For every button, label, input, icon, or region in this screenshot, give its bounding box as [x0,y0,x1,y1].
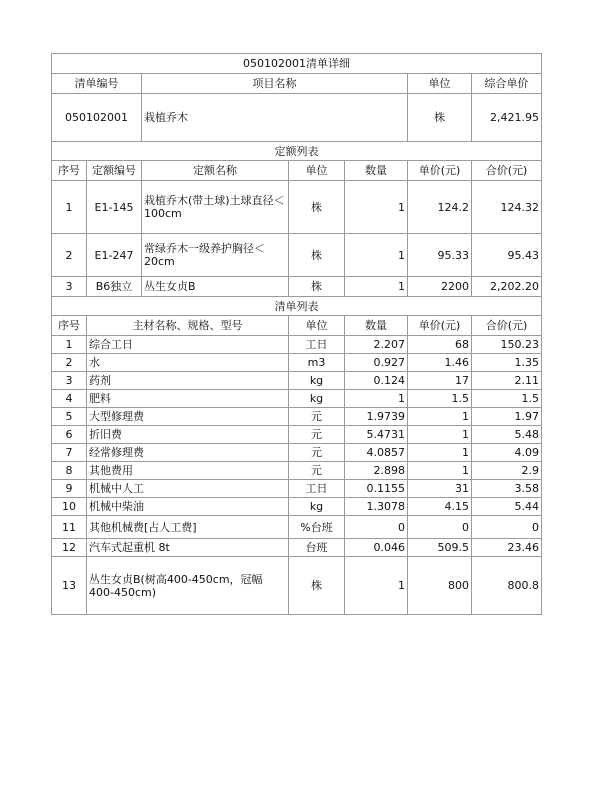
quota-price: 95.33 [408,234,472,277]
quota-header: 合价(元) [472,161,542,181]
quota-unit: 株 [289,234,345,277]
material-total: 23.46 [472,539,542,557]
material-price: 0 [408,516,472,539]
materials-header: 序号 [52,316,87,336]
header-name: 项目名称 [142,74,408,94]
material-no: 12 [52,539,87,557]
material-qty: 0.124 [345,372,408,390]
material-price: 17 [408,372,472,390]
material-row [52,498,542,516]
header-code: 清单编号 [52,74,142,94]
material-price: 68 [408,336,472,354]
material-price: 1 [408,462,472,480]
material-total: 4.09 [472,444,542,462]
quota-no: 2 [52,234,87,277]
material-unit: kg [289,372,345,390]
material-qty: 2.207 [345,336,408,354]
material-price: 31 [408,480,472,498]
material-price: 1 [408,426,472,444]
page-title: 050102001清单详细 [52,54,542,74]
header-unit: 单位 [408,74,472,94]
quota-unit: 株 [289,277,345,297]
material-qty: 2.898 [345,462,408,480]
material-total: 1.97 [472,408,542,426]
quota-header: 定额名称 [142,161,289,181]
material-row [52,480,542,498]
quota-qty: 1 [345,234,408,277]
item-price: 2,421.95 [472,94,542,142]
quota-code: B6独立 [87,277,142,297]
material-name: 经常修理费 [87,444,289,462]
quota-code: E1-247 [87,234,142,277]
quota-no: 3 [52,277,87,297]
item-code: 050102001 [52,94,142,142]
material-unit: 台班 [289,539,345,557]
material-qty: 1.9739 [345,408,408,426]
materials-header: 单位 [289,316,345,336]
materials-header: 数量 [345,316,408,336]
material-row [52,408,542,426]
quota-price: 2200 [408,277,472,297]
material-no: 1 [52,336,87,354]
material-qty: 1.3078 [345,498,408,516]
quota-header: 数量 [345,161,408,181]
material-unit: m3 [289,354,345,372]
item-header-row [52,74,542,94]
material-row [52,462,542,480]
material-qty: 5.4731 [345,426,408,444]
materials-header: 单价(元) [408,316,472,336]
material-no: 5 [52,408,87,426]
header-price: 综合单价 [472,74,542,94]
title-row [52,54,542,74]
material-no: 9 [52,480,87,498]
material-qty: 1 [345,557,408,615]
materials-header: 主材名称、规格、型号 [87,316,289,336]
material-qty: 0 [345,516,408,539]
bill-detail-table [51,53,542,615]
quota-total: 2,202.20 [472,277,542,297]
material-qty: 0.046 [345,539,408,557]
material-name: 汽车式起重机 8t [87,539,289,557]
quota-unit: 株 [289,181,345,234]
material-price: 800 [408,557,472,615]
material-unit: 株 [289,557,345,615]
material-unit: kg [289,390,345,408]
quota-header-row [52,161,542,181]
materials-header-row [52,316,542,336]
material-name: 机械中柴油 [87,498,289,516]
item-unit: 株 [408,94,472,142]
material-no: 4 [52,390,87,408]
materials-header: 合价(元) [472,316,542,336]
quota-qty: 1 [345,277,408,297]
material-no: 6 [52,426,87,444]
quota-title-row [52,142,542,161]
quota-name: 栽植乔木(带土球)土球直径＜100cm [142,181,289,234]
material-total: 1.5 [472,390,542,408]
quota-code: E1-145 [87,181,142,234]
material-total: 2.11 [472,372,542,390]
quota-title: 定额列表 [52,142,542,161]
material-unit: 元 [289,444,345,462]
material-row [52,539,542,557]
material-name: 肥料 [87,390,289,408]
material-unit: 元 [289,408,345,426]
material-no: 10 [52,498,87,516]
quota-name: 常绿乔木一级养护胸径＜20cm [142,234,289,277]
material-row [52,390,542,408]
material-name: 药剂 [87,372,289,390]
quota-no: 1 [52,181,87,234]
material-unit: 工日 [289,480,345,498]
item-name: 栽植乔木 [142,94,408,142]
material-row [52,354,542,372]
material-no: 7 [52,444,87,462]
material-row [52,444,542,462]
material-qty: 0.927 [345,354,408,372]
material-price: 4.15 [408,498,472,516]
materials-title: 清单列表 [52,297,542,316]
materials-title-row [52,297,542,316]
material-unit: %台班 [289,516,345,539]
material-total: 2.9 [472,462,542,480]
material-unit: 元 [289,462,345,480]
material-unit: 工日 [289,336,345,354]
material-total: 3.58 [472,480,542,498]
material-qty: 1 [345,390,408,408]
material-row [52,372,542,390]
material-row [52,426,542,444]
material-price: 509.5 [408,539,472,557]
material-total: 1.35 [472,354,542,372]
material-price: 1.5 [408,390,472,408]
quota-row [52,181,542,234]
material-name: 折旧费 [87,426,289,444]
item-row [52,94,542,142]
material-total: 150.23 [472,336,542,354]
material-no: 11 [52,516,87,539]
material-row [52,557,542,615]
material-price: 1 [408,444,472,462]
material-name: 其他机械费[占人工费] [87,516,289,539]
material-qty: 4.0857 [345,444,408,462]
quota-total: 95.43 [472,234,542,277]
material-price: 1.46 [408,354,472,372]
material-no: 3 [52,372,87,390]
quota-name: 丛生女贞B [142,277,289,297]
material-name: 水 [87,354,289,372]
quota-price: 124.2 [408,181,472,234]
quota-qty: 1 [345,181,408,234]
material-qty: 0.1155 [345,480,408,498]
quota-row [52,277,542,297]
material-row [52,336,542,354]
quota-header: 定额编号 [87,161,142,181]
quota-header: 单位 [289,161,345,181]
quota-total: 124.32 [472,181,542,234]
material-total: 5.44 [472,498,542,516]
quota-header: 单价(元) [408,161,472,181]
material-total: 5.48 [472,426,542,444]
material-row [52,516,542,539]
material-price: 1 [408,408,472,426]
material-unit: 元 [289,426,345,444]
material-total: 800.8 [472,557,542,615]
material-no: 8 [52,462,87,480]
material-name: 丛生女贞B(树高400-450cm，冠幅400-450cm) [87,557,289,615]
material-no: 13 [52,557,87,615]
quota-row [52,234,542,277]
material-name: 机械中人工 [87,480,289,498]
material-total: 0 [472,516,542,539]
material-unit: kg [289,498,345,516]
material-no: 2 [52,354,87,372]
material-name: 综合工日 [87,336,289,354]
material-name: 其他费用 [87,462,289,480]
quota-header: 序号 [52,161,87,181]
material-name: 大型修理费 [87,408,289,426]
